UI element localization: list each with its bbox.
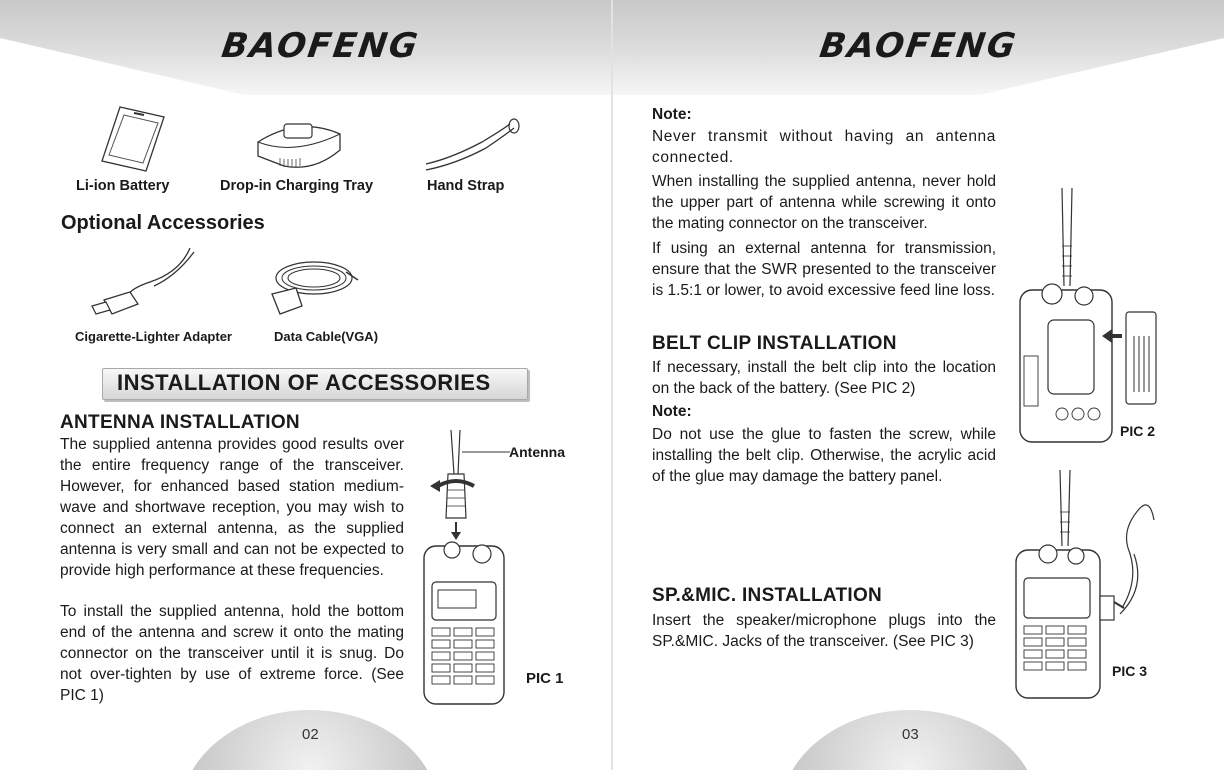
charging-tray-illustration xyxy=(254,112,344,174)
note-2-title: Note: xyxy=(652,403,692,420)
page-number: 03 xyxy=(902,726,919,743)
battery-illustration xyxy=(98,105,168,175)
note-1-title: Note: xyxy=(652,106,692,123)
pic3-label: PIC 3 xyxy=(1112,663,1148,679)
cigarette-adapter-illustration xyxy=(90,242,200,324)
brand-logo: BAOFENG xyxy=(219,26,422,66)
installation-section-title: INSTALLATION OF ACCESSORIES xyxy=(117,370,491,395)
pic1-label: PIC 1 xyxy=(526,670,564,687)
antenna-paragraph-2: To install the supplied antenna, hold the bottom end of the antenna and screw it onto the mating connector on the transceiver until it is snug. Do not over-tighten by use of extreme force. (See PIC 1) xyxy=(60,603,404,704)
optional-label-cigarette-adapter: Cigarette-Lighter Adapter xyxy=(75,329,232,344)
sp-mic-text: Insert the speaker/microphone plugs into the SP.&MIC. Jacks of the transceiver. (See PIC 3) xyxy=(652,612,996,650)
antenna-installation-title: ANTENNA INSTALLATION xyxy=(60,412,300,433)
accessory-label-charging-tray: Drop-in Charging Tray xyxy=(220,178,374,194)
hand-strap-illustration xyxy=(422,118,522,172)
page-gutter xyxy=(611,0,613,770)
belt-clip-title: BELT CLIP INSTALLATION xyxy=(652,333,897,354)
data-cable-illustration xyxy=(262,250,362,326)
note-1-line-3: If using an external antenna for transmission, ensure that the SWR presented to the transceiver is 1.5:1 or lower, to avoid excessive feed line loss. xyxy=(652,240,996,299)
note-1-line-1: Never transmit without having an antenna connected. xyxy=(652,128,996,166)
note-2-text: Do not use the glue to fasten the screw, while installing the belt clip. Otherwise, the acrylic acid of the glue may damage the battery panel. xyxy=(652,426,996,485)
belt-clip-text: If necessary, install the belt clip into the location on the back of the battery. (See PIC 2) xyxy=(652,359,996,397)
sp-mic-title: SP.&MIC. INSTALLATION xyxy=(652,585,883,606)
brand-logo: BAOFENG xyxy=(817,26,1020,66)
pic2-label: PIC 2 xyxy=(1120,423,1156,439)
optional-label-data-cable: Data Cable(VGA) xyxy=(274,329,379,344)
antenna-callout-label: Antenna xyxy=(509,444,565,460)
optional-accessories-title: Optional Accessories xyxy=(61,212,265,234)
antenna-paragraph-1: The supplied antenna provides good results over the entire frequency range of the transceiver. However, for enhanced based station medium-wave and shortwave reception, you may wish to connect an external antenna, as the supplied antenna is very small and can not be expected to provide high performance at these frequencies. xyxy=(60,436,404,579)
installation-section-banner xyxy=(102,368,528,400)
right-page xyxy=(612,0,1224,770)
note-1-line-2: When installing the supplied antenna, never hold the upper part of antenna while screwing it onto the mating connector on the transceiver. xyxy=(652,173,996,232)
pic2-radio-illustration xyxy=(1012,186,1162,448)
accessory-label-hand-strap: Hand Strap xyxy=(427,178,505,194)
page-number: 02 xyxy=(302,726,319,743)
accessory-label-battery: Li-ion Battery xyxy=(76,178,170,194)
pic1-radio-illustration xyxy=(418,428,518,710)
